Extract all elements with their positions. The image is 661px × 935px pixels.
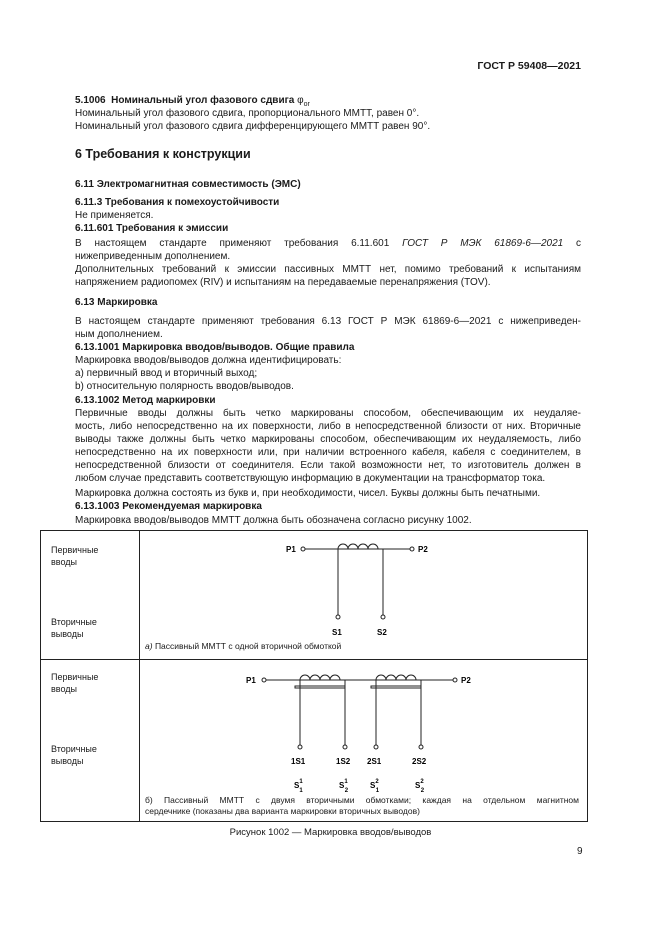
alt-label-1: $S^1$ 1 [294, 779, 303, 794]
terminal-1s2 [343, 745, 347, 749]
label-s1: S1 [332, 628, 342, 637]
label-primary-a: Первичные вводы [51, 545, 99, 567]
core-2 [371, 686, 421, 688]
paragraph-line: Первичные вводы должны быть четко маркированы способом, обеспечивающим их неудаляе- [75, 408, 581, 419]
paragraph: Маркировка вводов/выводов должна идентифицировать: [75, 355, 342, 366]
section-6-13-1001-title: 6.13.1001 Маркировка вводов/выводов. Общие правила [75, 342, 355, 353]
paragraph: нижеприведенным дополнением. [75, 251, 231, 262]
winding-coil-1 [300, 675, 340, 680]
label-p1: P1 [286, 545, 296, 554]
terminal-1s1 [298, 745, 302, 749]
label-2s1: 2S1 [367, 757, 382, 766]
alt-label-3: $S^2$ 1 [370, 779, 380, 794]
section-6-11-title: 6.11 Электромагнитная совместимость (ЭМС) [75, 179, 301, 190]
label-p2: P2 [418, 545, 428, 554]
paragraph: В настоящем стандарте применяют требования 6.13 ГОСТ Р МЭК 61869-6—2021 с нижеприведен- [75, 316, 581, 327]
list-item: a) первичный ввод и вторичный выход; [75, 368, 258, 379]
paragraph: Не применяется. [75, 210, 154, 221]
core-1 [295, 686, 345, 688]
paragraph: Маркировка должна состоять из букв и, при необходимости, чисел. Буквы должны быть печатными. [75, 488, 541, 499]
section-title: Номинальный угол фазового сдвига [111, 95, 295, 106]
section-6-13-1003-title: 6.13.1003 Рекомендуемая маркировка [75, 501, 262, 512]
section-6-13-1002-title: 6.13.1002 Метод маркировки [75, 395, 216, 406]
terminal-2s1 [374, 745, 378, 749]
alt-label-2: $S^1$ 2 [339, 779, 349, 794]
section-6-13-title: 6.13 Маркировка [75, 297, 158, 308]
paragraph-line: выводы также должны быть четко маркированы способом, обеспечивающим их неудаляемость, либо [75, 434, 581, 445]
label-primary-b: Первичные вводы [51, 672, 99, 694]
terminal-s1 [336, 615, 340, 619]
terminal-p1 [262, 678, 266, 682]
page-number: 9 [577, 846, 583, 857]
paragraph: Номинальный угол фазового сдвига, пропорционального ММТТ, равен 0°. [75, 108, 420, 119]
paragraph: Дополнительных требований к эмиссии пассивных ММТТ нет, помимо требований к испытаниям [75, 264, 581, 275]
winding-coil [338, 544, 378, 549]
phase-symbol: $\varphi_{or}$ [297, 95, 310, 108]
section-6-11-3-title: 6.11.3 Требования к помехоустойчивости [75, 197, 280, 208]
section-number: 5.1006 [75, 95, 106, 106]
paragraph-line: мость, либо непосредственно на их поверхности, либо в непосредственной близости от них. Вторичные [75, 421, 581, 432]
terminal-p2 [453, 678, 457, 682]
alt-labels [294, 779, 425, 794]
winding-coil-2 [376, 675, 416, 680]
label-secondary-b: Вторичные выводы [51, 744, 97, 766]
label-s2: S2 [377, 628, 387, 637]
paragraph: ным дополнением. [75, 329, 163, 340]
terminal-p2 [410, 547, 414, 551]
paragraph: Номинальный угол фазового сдвига дифференцирующего ММТТ равен 90°. [75, 121, 431, 132]
paragraph-line: непосредственной близости от соединителя. Если такой возможности нет, то изготовитель должен в [75, 460, 581, 471]
paragraph: Маркировка вводов/выводов ММТТ должна быть обозначена согласно рисунку 1002. [75, 515, 472, 526]
alt-label-4: $S^2$ 2 [415, 779, 425, 794]
caption-panel-b: б) Пассивный ММТТ с двумя вторичными обмотками; каждая на отдельном магнитном сердечнике (показаны два варианта маркировки вторичных выводов) [145, 795, 579, 816]
label-2s2: 2S2 [412, 757, 427, 766]
label-p2: P2 [461, 676, 471, 685]
label-1s2: 1S2 [336, 757, 351, 766]
section-6-title: 6 Требования к конструкции [75, 147, 251, 161]
caption-panel-a: a) Пассивный ММТТ с одной вторичной обмоткой [145, 641, 342, 651]
paragraph-line: любом случае представить соответствующую информацию в документации на трансформатор тока. [75, 473, 546, 484]
page-header-standard: ГОСТ Р 59408—2021 [477, 60, 581, 72]
terminal-p1 [301, 547, 305, 551]
terminal-s2 [381, 615, 385, 619]
paragraph: напряжением радиопомех (RIV) и испытаниям на передаваемые перенапряжения (TOV). [75, 277, 491, 288]
section-6-11-601-title: 6.11.601 Требования к эмиссии [75, 223, 229, 234]
label-secondary-a: Вторичные выводы [51, 617, 97, 639]
list-item: b) относительную полярность вводов/выводов. [75, 381, 294, 392]
paragraph: В настоящем стандарте применяют требования 6.11.601 ГОСТ Р МЭК 61869-6—2021 с [75, 238, 582, 249]
terminal-2s2 [419, 745, 423, 749]
paragraph-line: непосредственно на их поверхности или, при наличии встроенного кабеля, кабеля с соединителем, в [75, 447, 581, 458]
label-p1: P1 [246, 676, 256, 685]
label-1s1: 1S1 [291, 757, 306, 766]
figure-title: Рисунок 1002 — Маркировка вводов/выводов [229, 827, 432, 838]
